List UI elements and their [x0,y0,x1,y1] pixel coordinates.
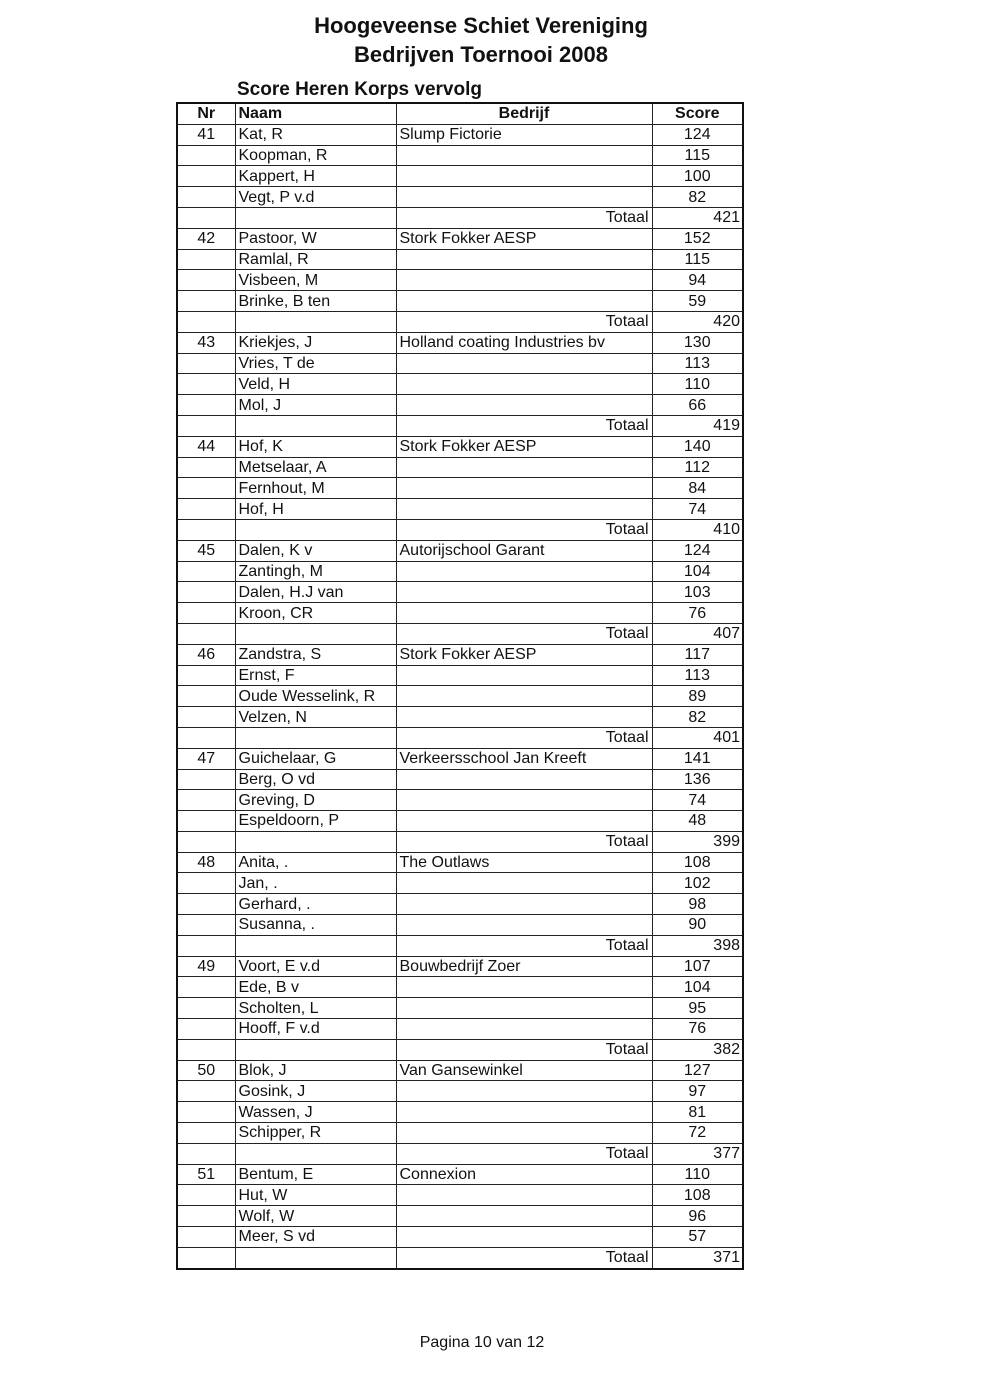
member-score-cell: 124 [652,540,743,561]
company-cell [396,603,652,624]
member-score-cell: 96 [652,1206,743,1227]
member-name-cell: Voort, E v.d [235,956,396,977]
table-row [177,1227,743,1248]
company-cell: The Outlaws [396,852,652,873]
team-nr-cell [177,665,235,686]
company-cell: Stork Fokker AESP [396,644,652,665]
member-name-cell: Greving, D [235,790,396,811]
member-score-cell: 107 [652,956,743,977]
member-name-cell: Hut, W [235,1185,396,1206]
team-total-score: 382 [652,1039,743,1060]
table-row [177,166,743,187]
company-cell [396,873,652,894]
member-score-cell: 100 [652,166,743,187]
member-score-cell: 90 [652,915,743,936]
company-cell [396,478,652,499]
company-cell [396,998,652,1019]
company-cell [396,1081,652,1102]
table-row [177,603,743,624]
total-label: Totaal [396,935,652,956]
member-score-cell: 89 [652,686,743,707]
empty-cell [235,415,396,436]
member-name-cell: Blok, J [235,1060,396,1081]
member-score-cell: 104 [652,561,743,582]
member-score-cell: 115 [652,145,743,166]
empty-cell [235,311,396,332]
company-cell: Connexion [396,1164,652,1185]
total-label: Totaal [396,207,652,228]
company-cell [396,894,652,915]
table-row [177,956,743,977]
member-score-cell: 94 [652,270,743,291]
member-name-cell: Fernhout, M [235,478,396,499]
member-name-cell: Jan, . [235,873,396,894]
table-row [177,1206,743,1227]
team-nr-cell: 43 [177,332,235,353]
member-name-cell: Bentum, E [235,1164,396,1185]
team-nr-cell [177,811,235,832]
member-name-cell: Ede, B v [235,977,396,998]
team-total-score: 420 [652,311,743,332]
member-score-cell: 103 [652,582,743,603]
member-score-cell: 108 [652,1185,743,1206]
member-name-cell: Ernst, F [235,665,396,686]
company-cell [396,707,652,728]
total-label: Totaal [396,831,652,852]
member-name-cell: Koopman, R [235,145,396,166]
member-score-cell: 110 [652,374,743,395]
team-nr-cell [177,603,235,624]
table-header-row [177,103,743,124]
company-cell [396,665,652,686]
team-nr-cell [177,998,235,1019]
member-score-cell: 48 [652,811,743,832]
page-number: Pagina 10 van 12 [419,1334,545,1351]
document-title: Hoogeveense Schiet Vereniging [314,13,648,38]
company-cell [396,374,652,395]
team-nr-cell [177,1081,235,1102]
team-nr-cell [177,1019,235,1040]
company-cell [396,249,652,270]
company-cell [396,1123,652,1144]
team-total-score: 401 [652,727,743,748]
table-row [177,228,743,249]
member-score-cell: 113 [652,665,743,686]
company-cell [396,187,652,208]
member-score-cell: 152 [652,228,743,249]
total-label: Totaal [396,311,652,332]
total-label: Totaal [396,1143,652,1164]
member-score-cell: 84 [652,478,743,499]
team-nr-cell: 48 [177,852,235,873]
team-nr-cell: 49 [177,956,235,977]
company-cell [396,915,652,936]
table-row [177,145,743,166]
member-score-cell: 127 [652,1060,743,1081]
team-nr-cell [177,374,235,395]
column-header-naam: Naam [235,103,396,124]
team-nr-cell [177,686,235,707]
company-cell [396,353,652,374]
member-name-cell: Wassen, J [235,1102,396,1123]
team-nr-cell [177,977,235,998]
company-cell: Slump Fictorie [396,124,652,145]
member-score-cell: 66 [652,395,743,416]
table-row [177,561,743,582]
table-row [177,873,743,894]
company-cell: Stork Fokker AESP [396,228,652,249]
table-row [177,353,743,374]
total-label: Totaal [396,623,652,644]
table-row [177,291,743,312]
team-nr-cell [177,249,235,270]
table-row [177,790,743,811]
table-row [177,998,743,1019]
member-name-cell: Gerhard, . [235,894,396,915]
company-cell: Holland coating Industries bv [396,332,652,353]
member-score-cell: 104 [652,977,743,998]
empty-cell [235,623,396,644]
empty-cell [177,727,235,748]
team-nr-cell [177,499,235,520]
empty-cell [177,311,235,332]
empty-cell [235,1039,396,1060]
member-name-cell: Velzen, N [235,707,396,728]
team-nr-cell [177,145,235,166]
company-cell: Bouwbedrijf Zoer [396,956,652,977]
table-row [177,1060,743,1081]
table-row [177,748,743,769]
member-score-cell: 141 [652,748,743,769]
document-subtitle: Bedrijven Toernooi 2008 [354,42,608,67]
team-nr-cell [177,915,235,936]
member-score-cell: 113 [652,353,743,374]
table-row [177,270,743,291]
member-name-cell: Visbeen, M [235,270,396,291]
member-score-cell: 140 [652,436,743,457]
team-total-score: 410 [652,519,743,540]
table-row [177,436,743,457]
empty-cell [235,831,396,852]
member-name-cell: Meer, S vd [235,1227,396,1248]
member-name-cell: Gosink, J [235,1081,396,1102]
table-row [177,707,743,728]
company-cell [396,145,652,166]
member-name-cell: Anita, . [235,852,396,873]
team-nr-cell [177,790,235,811]
member-score-cell: 76 [652,1019,743,1040]
total-row [177,207,743,228]
total-row [177,1247,743,1268]
member-score-cell: 57 [652,1227,743,1248]
team-nr-cell: 47 [177,748,235,769]
total-label: Totaal [396,1039,652,1060]
company-cell [396,1227,652,1248]
total-row [177,1143,743,1164]
member-name-cell: Scholten, L [235,998,396,1019]
table-row [177,395,743,416]
team-nr-cell: 46 [177,644,235,665]
team-nr-cell [177,1102,235,1123]
member-name-cell: Mol, J [235,395,396,416]
member-name-cell: Kat, R [235,124,396,145]
member-score-cell: 82 [652,187,743,208]
member-name-cell: Zantingh, M [235,561,396,582]
team-nr-cell [177,187,235,208]
empty-cell [177,623,235,644]
member-name-cell: Oude Wesselink, R [235,686,396,707]
company-cell [396,1206,652,1227]
team-total-score: 407 [652,623,743,644]
empty-cell [177,1143,235,1164]
team-nr-cell [177,457,235,478]
team-nr-cell [177,1206,235,1227]
column-header-bedrijf: Bedrijf [396,103,652,124]
total-label: Totaal [396,519,652,540]
team-nr-cell [177,270,235,291]
member-score-cell: 115 [652,249,743,270]
table-row [177,1164,743,1185]
member-name-cell: Espeldoorn, P [235,811,396,832]
member-name-cell: Guichelaar, G [235,748,396,769]
table-row [177,894,743,915]
table-row [177,374,743,395]
total-label: Totaal [396,1247,652,1268]
member-name-cell: Kroon, CR [235,603,396,624]
total-row [177,935,743,956]
member-score-cell: 112 [652,457,743,478]
member-score-cell: 76 [652,603,743,624]
table-row [177,644,743,665]
company-cell [396,270,652,291]
company-cell [396,166,652,187]
team-total-score: 377 [652,1143,743,1164]
table-row [177,478,743,499]
total-row [177,727,743,748]
company-cell: Verkeersschool Jan Kreeft [396,748,652,769]
company-cell [396,1102,652,1123]
team-nr-cell [177,894,235,915]
member-name-cell: Susanna, . [235,915,396,936]
member-name-cell: Schipper, R [235,1123,396,1144]
member-score-cell: 95 [652,998,743,1019]
member-score-cell: 108 [652,852,743,873]
member-score-cell: 74 [652,499,743,520]
member-name-cell: Berg, O vd [235,769,396,790]
empty-cell [177,415,235,436]
empty-cell [177,935,235,956]
table-row [177,124,743,145]
member-score-cell: 82 [652,707,743,728]
member-name-cell: Vries, T de [235,353,396,374]
team-total-score: 398 [652,935,743,956]
company-cell [396,769,652,790]
total-row [177,623,743,644]
empty-cell [177,831,235,852]
company-cell [396,499,652,520]
company-cell [396,686,652,707]
team-nr-cell [177,1123,235,1144]
team-total-score: 371 [652,1247,743,1268]
team-nr-cell [177,291,235,312]
member-name-cell: Pastoor, W [235,228,396,249]
empty-cell [177,1247,235,1268]
member-score-cell: 59 [652,291,743,312]
member-score-cell: 110 [652,1164,743,1185]
team-nr-cell [177,873,235,894]
member-name-cell: Hof, K [235,436,396,457]
member-name-cell: Hooff, F v.d [235,1019,396,1040]
team-nr-cell [177,707,235,728]
company-cell: Autorijschool Garant [396,540,652,561]
team-nr-cell [177,561,235,582]
member-score-cell: 81 [652,1102,743,1123]
team-total-score: 419 [652,415,743,436]
member-name-cell: Kriekjes, J [235,332,396,353]
team-nr-cell: 44 [177,436,235,457]
company-cell [396,1185,652,1206]
empty-cell [235,207,396,228]
section-title: Score Heren Korps vervolg [237,79,482,100]
member-score-cell: 124 [652,124,743,145]
member-name-cell: Metselaar, A [235,457,396,478]
total-row [177,831,743,852]
team-total-score: 399 [652,831,743,852]
column-header-nr: Nr [177,103,235,124]
company-cell [396,291,652,312]
member-name-cell: Brinke, B ten [235,291,396,312]
member-name-cell: Ramlal, R [235,249,396,270]
company-cell [396,395,652,416]
total-row [177,415,743,436]
member-score-cell: 72 [652,1123,743,1144]
column-header-score: Score [652,103,743,124]
table-row [177,915,743,936]
team-nr-cell [177,1185,235,1206]
team-nr-cell [177,769,235,790]
total-row [177,519,743,540]
table-row [177,665,743,686]
table-row [177,249,743,270]
empty-cell [235,1143,396,1164]
score-table [176,102,744,1270]
company-cell [396,561,652,582]
table-row [177,977,743,998]
member-name-cell: Dalen, H.J van [235,582,396,603]
empty-cell [235,727,396,748]
table-row [177,540,743,561]
member-score-cell: 102 [652,873,743,894]
company-cell [396,977,652,998]
table-row [177,187,743,208]
member-name-cell: Zandstra, S [235,644,396,665]
team-total-score: 421 [652,207,743,228]
team-nr-cell: 41 [177,124,235,145]
team-nr-cell: 50 [177,1060,235,1081]
team-nr-cell: 42 [177,228,235,249]
empty-cell [177,1039,235,1060]
table-row [177,457,743,478]
team-nr-cell [177,166,235,187]
team-nr-cell [177,395,235,416]
company-cell [396,457,652,478]
total-row [177,311,743,332]
team-nr-cell: 45 [177,540,235,561]
company-cell [396,582,652,603]
table-row [177,499,743,520]
empty-cell [235,1247,396,1268]
member-score-cell: 97 [652,1081,743,1102]
total-row [177,1039,743,1060]
company-cell: Stork Fokker AESP [396,436,652,457]
member-name-cell: Wolf, W [235,1206,396,1227]
team-nr-cell [177,353,235,374]
member-name-cell: Hof, H [235,499,396,520]
member-name-cell: Dalen, K v [235,540,396,561]
company-cell: Van Gansewinkel [396,1060,652,1081]
table-body [177,124,743,1268]
table-row [177,1185,743,1206]
company-cell [396,811,652,832]
empty-cell [235,935,396,956]
team-nr-cell [177,582,235,603]
table-row [177,852,743,873]
member-score-cell: 98 [652,894,743,915]
table-row [177,769,743,790]
member-name-cell: Kappert, H [235,166,396,187]
team-nr-cell: 51 [177,1164,235,1185]
empty-cell [177,519,235,540]
table-row [177,1081,743,1102]
member-name-cell: Veld, H [235,374,396,395]
empty-cell [177,207,235,228]
member-score-cell: 74 [652,790,743,811]
member-score-cell: 136 [652,769,743,790]
total-label: Totaal [396,727,652,748]
member-name-cell: Vegt, P v.d [235,187,396,208]
table-row [177,332,743,353]
team-nr-cell [177,1227,235,1248]
company-cell [396,790,652,811]
empty-cell [235,519,396,540]
table-row [177,1019,743,1040]
table-row [177,686,743,707]
member-score-cell: 117 [652,644,743,665]
table-row [177,811,743,832]
team-nr-cell [177,478,235,499]
member-score-cell: 130 [652,332,743,353]
company-cell [396,1019,652,1040]
table-row [177,582,743,603]
table-row [177,1123,743,1144]
total-label: Totaal [396,415,652,436]
table-row [177,1102,743,1123]
